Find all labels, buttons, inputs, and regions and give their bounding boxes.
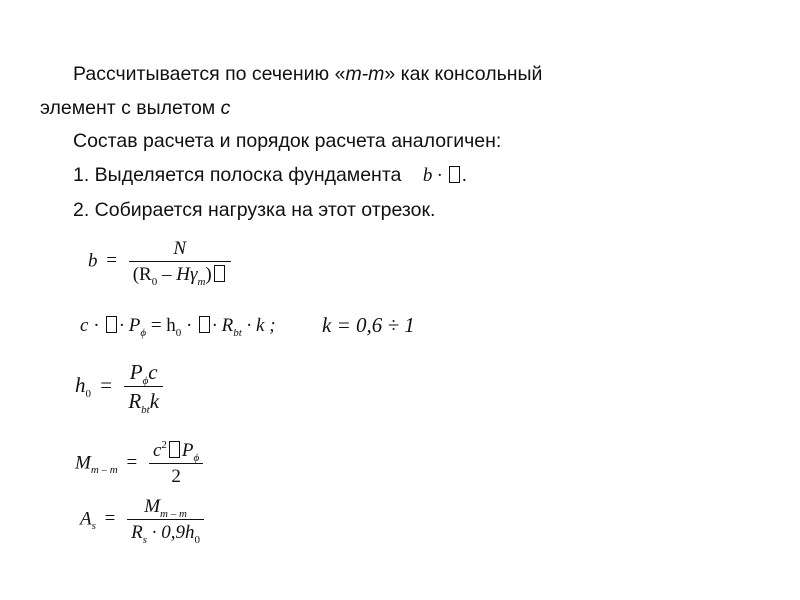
strip-formula: b · bbox=[423, 165, 462, 186]
formula-moment: $M_{m - m}$ = $\frac{c^2 P_\phi}{2}$ bbox=[75, 440, 206, 488]
section-label: m-m bbox=[345, 63, 385, 85]
missing-glyph-box bbox=[106, 316, 117, 333]
fraction: $\frac{N}{(R_0 - H\gamma_m)}$ bbox=[129, 238, 231, 286]
missing-glyph-box bbox=[449, 166, 460, 183]
formula-height: $h_0$ = $\frac{P_\phi c}{R_{bt}k}$ bbox=[75, 360, 166, 414]
formula-width: b = $\frac{N}{(R_0 - H\gamma_m)}$ bbox=[88, 238, 234, 286]
text-line-3: Состав расчета и порядок расчета аналогичен: bbox=[73, 130, 502, 152]
text-line-2: элемент с вылетом c bbox=[40, 97, 231, 119]
formula-equilibrium: c · · $P_\phi = h_0$ · · $R_{bt} \cdot k$ ; bbox=[80, 315, 276, 339]
fraction: $\frac{P_\phi c}{R_{bt}k}$ bbox=[124, 360, 163, 414]
text-line-4: 1. Выделяется полоска фундамента b · . bbox=[73, 164, 467, 186]
fraction: $\frac{M_{m - m}}{R_s \cdot 0,9h_0}$ bbox=[127, 496, 204, 544]
missing-glyph-box bbox=[199, 316, 210, 333]
formula-k-range: k = 0,6 ÷ 1 bbox=[322, 313, 415, 337]
text-line-1: Рассчитывается по сечению «m-m» как консольный bbox=[73, 63, 543, 85]
fraction: $\frac{c^2 P_\phi}{2}$ bbox=[149, 440, 203, 488]
missing-glyph-box bbox=[214, 265, 225, 282]
missing-glyph-box bbox=[169, 441, 180, 458]
text-line-5: 2. Собирается нагрузка на этот отрезок. bbox=[73, 199, 436, 221]
overhang-symbol: c bbox=[220, 97, 231, 119]
formula-reinforcement: $A_s$ = $\frac{M_{m - m}}{R_s \cdot 0,9h_0}$ bbox=[80, 496, 207, 544]
